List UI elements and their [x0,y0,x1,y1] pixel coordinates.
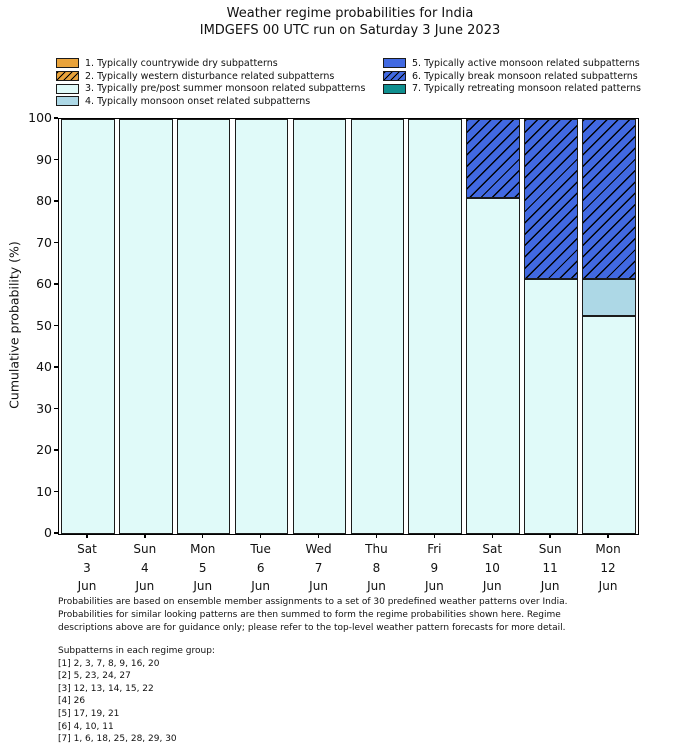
bar-segment [408,119,462,534]
y-tick-label: 40 [36,359,52,374]
x-tick-mark [144,534,145,538]
legend-swatch [56,58,79,68]
bar-sat-10 [466,119,520,534]
bar-segment [293,119,347,534]
legend-item [56,70,365,83]
y-axis-label: Cumulative probability (%) [6,241,22,409]
y-tick-label: 30 [36,400,52,416]
y-tick-mark [54,491,58,492]
legend-swatch [56,71,79,81]
footer-note-line: Probabilities are based on ensemble member assignments to a set of 30 predefined weather patterns over India. [58,597,568,607]
subpattern-line: [2] 5, 23, 24, 27 [58,671,131,682]
x-tick-label-line: Jun [482,579,502,593]
subpattern-line: [3] 12, 13, 14, 15, 22 [58,683,154,694]
x-tick-label-line: Jun [251,579,271,593]
legend-swatch [383,58,406,68]
legend-item [383,57,641,70]
x-tick-label-line: Sun [133,542,157,556]
bar-sat-3 [61,119,115,534]
y-tick-mark [54,283,58,284]
bar-segment [582,119,636,279]
x-tick-label-line: Sat [77,542,97,556]
legend-item [56,95,365,108]
y-tick-mark [54,532,58,533]
x-tick-label-line: Thu [365,542,388,556]
bar-mon-12 [582,119,636,534]
legend-column-right [383,57,641,95]
bar-mon-5 [177,119,231,534]
legend-label: 5. Typically active monsoon related subpatterns [412,57,640,69]
legend-label: 4. Typically monsoon onset related subpatterns [85,95,311,107]
x-tick-label [520,540,580,596]
subpattern-line: [1] 2, 3, 7, 8, 9, 16, 20 [58,658,160,669]
x-tick-mark [202,534,203,538]
x-tick-label [404,540,464,596]
plot-area [58,118,639,535]
y-tick-label: 80 [36,193,52,208]
x-tick-label [289,540,349,596]
x-tick-label [115,540,175,596]
bar-segment [351,119,405,534]
bar-sun-11 [524,119,578,534]
y-tick-label: 50 [36,317,52,333]
x-tick-mark [549,534,550,538]
x-tick-label-line: Sun [538,542,562,556]
x-tick-label-line: Fri [427,542,442,556]
legend-label: 2. Typically western disturbance related subpatterns [85,70,335,82]
bar-segment [177,119,231,534]
x-tick-mark [492,534,493,538]
y-tick-label: 90 [36,151,52,167]
x-tick-label [578,540,638,596]
subpatterns-list [58,645,215,746]
x-tick-label-line: Jun [540,579,560,593]
y-tick-mark [54,366,58,367]
x-tick-mark [434,534,435,538]
bar-tue-6 [235,119,289,534]
footer-note [58,596,567,635]
x-tick-label-line: Wed [305,542,332,556]
bar-sun-4 [119,119,173,534]
bar-segment [582,279,636,316]
legend-item [56,82,365,95]
x-tick-label-line: 8 [372,560,381,575]
y-tick-mark [54,449,58,450]
x-tick-label-line: 10 [484,560,500,575]
legend-column-left [56,57,365,108]
bar-fri-9 [408,119,462,534]
x-tick-label [462,540,522,596]
bar-segment [466,119,520,198]
y-tick-label: 60 [36,276,52,291]
legend-swatch [383,84,406,94]
x-tick-label [57,540,117,596]
x-tick-label [231,540,291,596]
y-tick-mark [54,159,58,160]
bar-segment [524,119,578,279]
x-tick-label-line: Jun [598,579,618,593]
legend-label: 1. Typically countrywide dry subpatterns [85,57,278,69]
legend-item [383,82,641,95]
x-tick-label-line: 4 [141,560,149,575]
x-tick-label-line: 3 [83,560,91,575]
legend-item [383,70,641,83]
y-tick-mark [54,242,58,243]
x-tick-label-line: Jun [135,579,155,593]
x-tick-label [346,540,406,596]
y-tick-label: 20 [36,442,52,457]
figure-title: Weather regime probabilities for India [226,6,474,21]
x-tick-label-line: Jun [367,579,386,593]
legend-swatch [383,71,406,81]
x-tick-label-line: 5 [198,560,207,575]
y-tick-label: 0 [44,525,52,540]
x-tick-label-line: 11 [542,560,558,575]
subpattern-line: [6] 4, 10, 11 [58,721,114,732]
y-tick-mark [54,408,58,409]
bar-wed-7 [293,119,347,534]
x-tick-label-line: Sat [482,542,503,556]
x-tick-mark [376,534,377,538]
x-tick-mark [86,534,87,538]
subpattern-line: [5] 17, 19, 21 [58,708,120,719]
y-tick-mark [54,325,58,326]
x-tick-label [173,540,233,596]
y-tick-mark [54,117,58,118]
x-tick-label-line: 6 [256,560,265,575]
legend-label: 6. Typically break monsoon related subpatterns [412,70,638,82]
x-tick-label-line: Mon [595,542,621,556]
footer-note-line: Probabilities for similar looking patterns are then summed to form the regime probabilities shown here. Regime [58,610,561,620]
legend-label: 7. Typically retreating monsoon related patterns [412,83,641,95]
footer-note-line: descriptions above are for guidance only; please refer to the top-level weather pattern forecasts for more detail. [58,623,566,633]
legend-swatch [56,84,79,94]
bar-thu-8 [351,119,405,534]
x-tick-label-line: Jun [424,579,444,593]
x-tick-label-line: Tue [250,542,271,556]
legend-label: 3. Typically pre/post summer monsoon related subpatterns [85,83,366,95]
y-tick-mark [54,200,58,201]
subpattern-line: [4] 26 [58,696,86,707]
y-tick-label: 10 [36,483,52,499]
legend-item [56,57,365,70]
x-tick-label-line: 7 [314,560,323,575]
bar-segment [119,119,173,534]
subpatterns-title: Subpatterns in each regime group: [58,646,215,656]
x-tick-label-line: Mon [190,542,216,556]
x-tick-label-line: Jun [77,579,97,593]
x-tick-mark [318,534,319,538]
x-tick-mark [260,534,261,538]
x-tick-label-line: Jun [309,579,328,593]
subpattern-line: [7] 1, 6, 18, 25, 28, 29, 30 [58,734,177,745]
x-tick-label-line: Jun [193,579,213,593]
bar-segment [466,198,520,534]
bar-segment [524,279,578,534]
bar-segment [61,119,115,534]
x-tick-mark [607,534,608,538]
x-tick-label-line: 12 [600,560,616,575]
bar-segment [235,119,289,534]
y-tick-label: 100 [28,110,52,125]
figure-subtitle: IMDGEFS 00 UTC run on Saturday 3 June 2023 [199,23,501,38]
x-tick-label-line: 9 [430,560,439,575]
bar-segment [582,316,636,534]
legend-swatch [56,96,79,106]
y-tick-label: 70 [36,234,52,250]
